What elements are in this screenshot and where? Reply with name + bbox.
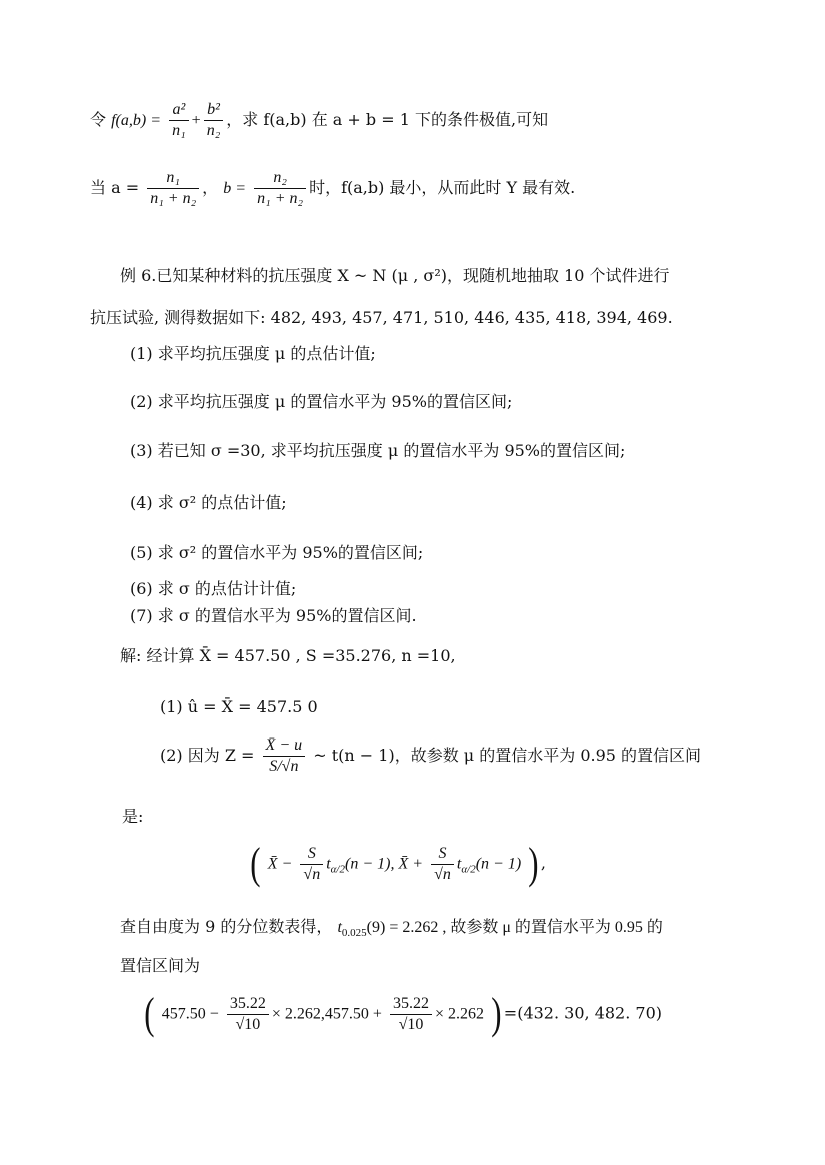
table-lookup-line: 查自由度为 9 的分位数表得， $t_{0.025}(9) = 2.262$ , 故参数 μ 的置信水平为 0.95 的 [120,917,663,939]
fraction-s-sqrt10-1: $\frac{35.22}{√10}$ [227,996,269,1033]
question-1: (1) 求平均抗压强度 μ 的点估计值; [130,344,376,363]
question-2: (2) 求平均抗压强度 μ 的置信水平为 95%的置信区间; [130,392,513,411]
question-4: (4) 求 σ² 的点估计值; [130,493,287,512]
table-lookup-line-2: 置信区间为 [120,956,201,975]
s-over-sqrt-n-2: $\frac{S}{√n}$ [431,846,454,883]
z-statistic-fraction: $\frac{X̄ - u}{S/√n}$ [263,738,306,775]
fraction-a2-n1: $\frac{\text{a²}}{\text{n₁}}$ [169,102,189,139]
fraction-b-value: $\frac{\text{n₂}}{\text{n₁ + n₂}}$ [254,170,306,207]
final-interval-result: ( 457.50 − $\frac{35.22}{√10}$ × 2.262,457.50 + $\frac{35.22}{√10}$ × 2.262 ) =(432. 30, 482. 70) [144,989,662,1038]
question-6: (6) 求 σ 的点估计计值; [130,579,297,598]
example-line-1: 例 6.已知某种材料的抗压强度 X ~ N (μ , σ²)，现随机地抽取 10 个试件进行 [120,266,670,285]
solution-step-1: (1) û = X̄ = 457.5 0 [160,697,318,716]
fraction-s-sqrt10-2: $\frac{35.22}{√10}$ [390,996,432,1033]
confidence-interval-formula: ( X̄ − $\frac{S}{√n}$ $t_{\alpha/2}(n - 1)$, X̄ + $\frac{S}{√n}$ $t_{\alpha/2}(n - 1)$ ) , [250,839,546,888]
question-5: (5) 求 σ² 的置信水平为 95%的置信区间; [130,543,424,562]
example-line-2: 抗压试验, 测得数据如下: 482, 493, 457, 471, 510, 446, 435, 418, 394, 469. [90,308,673,327]
solution-intro: 解: 经计算 X̄ = 457.50 , S =35.276, n =10, [120,646,456,665]
fraction-a-value: $\frac{\text{n₁}}{\text{n₁ + n₂}}$ [147,170,199,207]
solution-step-2: (2) 因为 Z = $\frac{X̄ - u}{S/√n}$ ~ t(n − 1)，故参数 μ 的置信水平为 0.95 的置信区间 [160,737,702,775]
question-3: (3) 若已知 σ =30, 求平均抗压强度 μ 的置信水平为 95%的置信区间; [130,441,626,460]
minimum-condition-line: 当 a = $\frac{\text{n₁}}{\text{n₁ + n₂}}$ ， b = $\frac{\text{n₂}}{\text{n₁ + n₂}}$ 时，f(a,b) 最小，从而此时 Y 最有效. [90,169,576,207]
question-7: (7) 求 σ 的置信水平为 95%的置信区间. [130,606,417,625]
fraction-b2-n2: $\frac{\text{b²}}{\text{n₂}}$ [204,102,224,139]
condition-extremum-line: 令 f(a,b) = $\frac{\text{a²}}{\text{n₁}}$ + $\frac{\text{b²}}{\text{n₂}}$ ，求 f(a,b) 在 a + b = 1 下的条件极值,可知 [90,101,549,139]
shi-label: 是: [122,807,144,826]
s-over-sqrt-n-1: $\frac{S}{√n}$ [300,846,323,883]
